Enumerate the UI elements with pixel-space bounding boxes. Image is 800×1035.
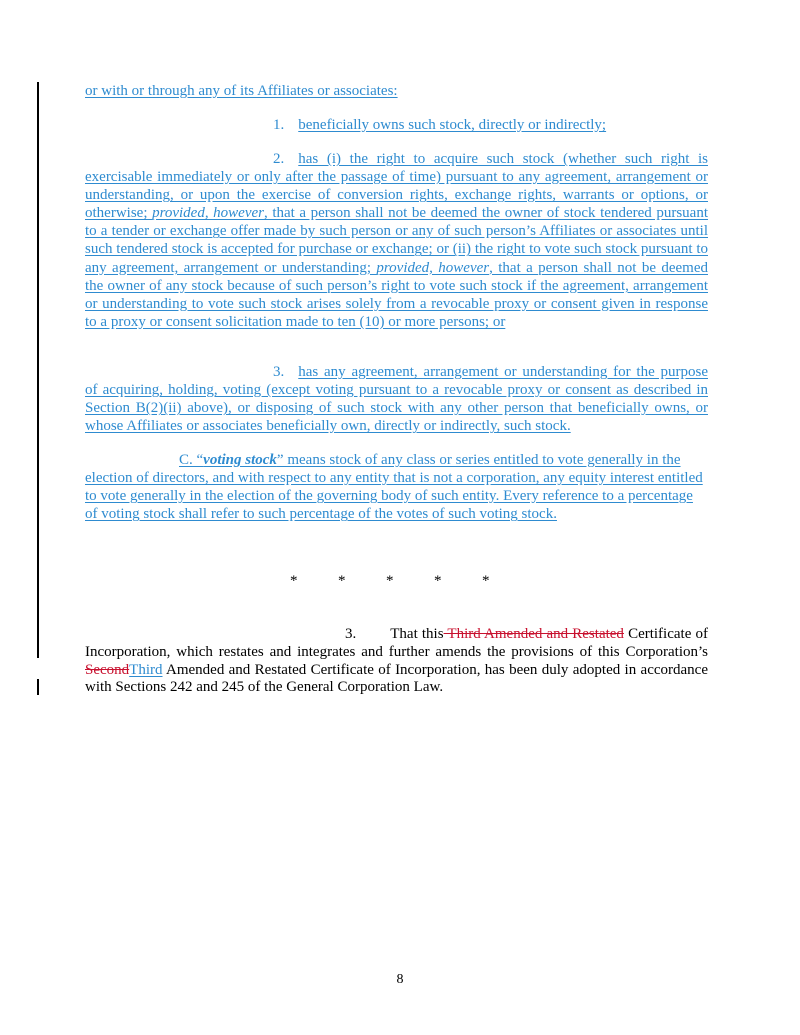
proviso-text: provided, however [152, 205, 264, 222]
deleted-text: Second [85, 661, 130, 678]
item-number: 1. [273, 117, 285, 133]
definition-prefix: C. “ [179, 452, 204, 468]
section-separator [290, 573, 530, 590]
item-number: 3. [273, 364, 285, 380]
proviso-text: provided, however [376, 259, 490, 276]
inserted-text [85, 452, 703, 522]
item-number: 2. [273, 151, 285, 167]
item-text: , that a person shall not be deemed the owner of stock tendered pursuant to a tender or exchange offer made by such person or any of such person’s Affiliates or associates until such tendered stock is accepted for purchase or exchange; or (ii) the right to vote such stock pursuant to any agreement, arrangement or understanding; [85, 205, 709, 276]
change-bar [37, 679, 39, 695]
item-text: , that a person shall not be deemed the owner of any stock because of such person’s right to vote such stock if the agreement, arrangement or understanding to vote such stock arises solely from a revocable proxy or consent given in response to a proxy or consent solicitation made to ten (10) or more persons; or [85, 259, 708, 330]
item-text: has (i) the right to acquire such stock (whether such right is exercisable immediately or only after the passage of time) pursuant to any agreement, arrangement or understanding, or upon the exercise of conversion rights, exchange rights, warrants or options, or otherwise; [85, 151, 708, 222]
defined-term: voting stock [203, 452, 277, 468]
separator-star: * [482, 573, 490, 589]
separator-star: * [290, 573, 298, 589]
inserted-text [179, 117, 606, 133]
inserted-text [85, 364, 708, 434]
separator-star: * [338, 573, 346, 589]
inserted-text [85, 151, 708, 330]
deleted-text: Third Amended and Restated [443, 626, 624, 642]
intro-line [85, 82, 708, 100]
paragraph-number: 3. [345, 626, 357, 642]
definition-text: ” means stock of any class or series entitled to vote generally in the election of directors, and with respect to any entity that is not a corporation, any equity interest entitled to vote generally in the election of the governing body of such entity. Every reference to a percentage of voting stock shall refer to such percentage of the votes of such voting stock. [85, 452, 703, 523]
item-text: beneficially owns such stock, directly or indirectly; [298, 117, 607, 133]
list-item-3 [85, 363, 708, 435]
paragraph-3 [85, 626, 708, 697]
item-text: has any agreement, arrangement or understanding for the purpose of acquiring, holding, voting (except voting pursuant to a revocable proxy or consent as described in Section B(2)(ii) above), or disposing of such stock with any other person that beneficially owns, or whose Affiliates or associates beneficially own, directly or indirectly, such stock. [85, 364, 708, 435]
paragraph-text: That this [390, 626, 444, 642]
paragraph-text: Amended and Restated Certificate of Incorporation, has been duly adopted in accordance with Sections 242 and 245 of the General Corporation Law. [85, 661, 708, 696]
list-item-1 [85, 116, 708, 134]
page-number: 8 [396, 972, 404, 987]
inserted-text: or with or through any of its Affiliates or associates: [85, 83, 398, 99]
change-bar [37, 82, 39, 658]
list-item-2 [85, 150, 708, 331]
separator-star: * [386, 573, 394, 589]
separator-star: * [434, 573, 442, 589]
paragraph-text: Certificate of Incorporation, which restates and integrates and further amends the provisions of this Corporation’s [85, 626, 708, 660]
definition-voting-stock [85, 451, 708, 523]
inserted-text: Third [129, 661, 163, 678]
